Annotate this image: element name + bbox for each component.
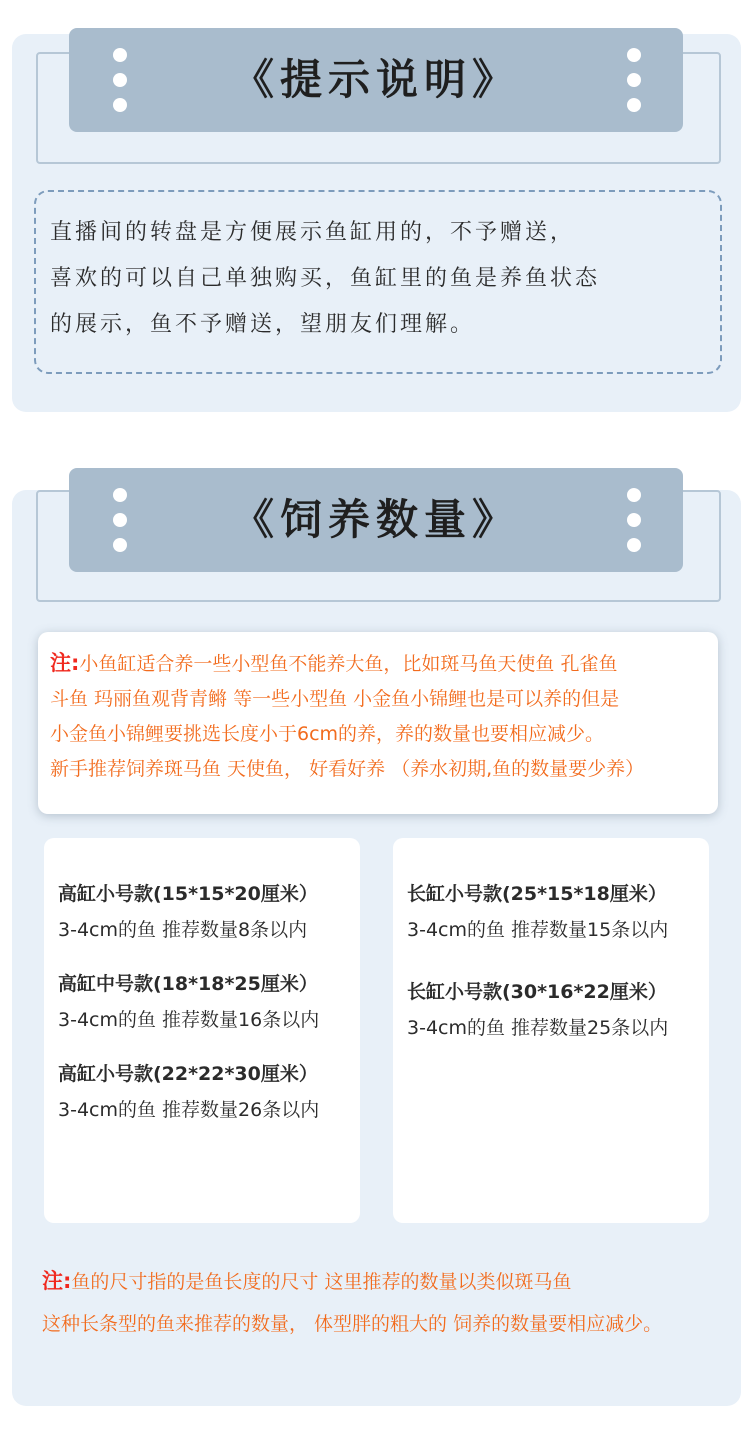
tip-line: 喜欢的可以自己单独购买，鱼缸里的鱼是养鱼状态 xyxy=(50,266,601,291)
note-line: 新手推荐饲养斑马鱼 天使鱼， 好看好养 （养水初期,鱼的数量要少养） xyxy=(50,758,645,780)
note-card xyxy=(38,632,718,814)
dots-decoration-right xyxy=(627,48,641,112)
footnote-line: 注:鱼的尺寸指的是鱼长度的尺寸 这里推荐的数量以类似斑马鱼 xyxy=(42,1269,572,1293)
title-banner xyxy=(69,28,683,132)
feed-panel xyxy=(12,490,741,1406)
note-line: 斗鱼 玛丽鱼观背青鳉 等一些小型鱼 小金鱼小锦鲤也是可以养的但是 xyxy=(50,688,620,710)
tank-spec xyxy=(58,1056,348,1128)
note-line: 注:小鱼缸适合养一些小型鱼不能养大鱼，比如斑马鱼天使鱼 孔雀鱼 xyxy=(50,651,618,675)
footnote-label: 注: xyxy=(42,1269,72,1293)
tip-panel xyxy=(12,34,741,412)
tank-size: 长缸小号款(25*15*18厘米） xyxy=(407,883,667,905)
tank-size: 长缸小号款(30*16*22厘米） xyxy=(407,981,667,1003)
tank-fish-count: 3-4cm的鱼 推荐数量25条以内 xyxy=(407,1017,669,1039)
note-line: 小金鱼小锦鲤要挑选长度小于6cm的养，养的数量也要相应减少。 xyxy=(50,723,605,745)
footnote xyxy=(42,1260,732,1345)
tank-spec xyxy=(407,974,697,1046)
long-tank-card xyxy=(393,838,709,1223)
tip-line: 直播间的转盘是方便展示鱼缸用的，不予赠送， xyxy=(50,220,576,245)
tank-size: 高缸小号款(22*22*30厘米） xyxy=(58,1063,318,1085)
tank-fish-count: 3-4cm的鱼 推荐数量26条以内 xyxy=(58,1099,320,1121)
tank-spec xyxy=(58,876,348,948)
tip-line: 的展示，鱼不予赠送，望朋友们理解。 xyxy=(50,312,476,337)
tall-tank-card xyxy=(44,838,360,1223)
tank-fish-count: 3-4cm的鱼 推荐数量16条以内 xyxy=(58,1009,320,1031)
tank-fish-count: 3-4cm的鱼 推荐数量8条以内 xyxy=(58,919,308,941)
tank-size: 高缸中号款(18*18*25厘米） xyxy=(58,973,318,995)
tip-title: 《提示说明》 xyxy=(231,55,520,104)
tank-fish-count: 3-4cm的鱼 推荐数量15条以内 xyxy=(407,919,669,941)
title-banner xyxy=(69,468,683,572)
dots-decoration-right xyxy=(627,488,641,552)
note-label: 注: xyxy=(50,651,80,675)
tip-text-box xyxy=(34,190,722,374)
tank-size: 高缸小号款(15*15*20厘米） xyxy=(58,883,318,905)
feed-title: 《饲养数量》 xyxy=(231,495,520,544)
footnote-line: 这种长条型的鱼来推荐的数量， 体型胖的粗大的 饲养的数量要相应减少。 xyxy=(42,1313,663,1335)
tank-spec xyxy=(58,966,348,1038)
tank-spec xyxy=(407,876,697,948)
